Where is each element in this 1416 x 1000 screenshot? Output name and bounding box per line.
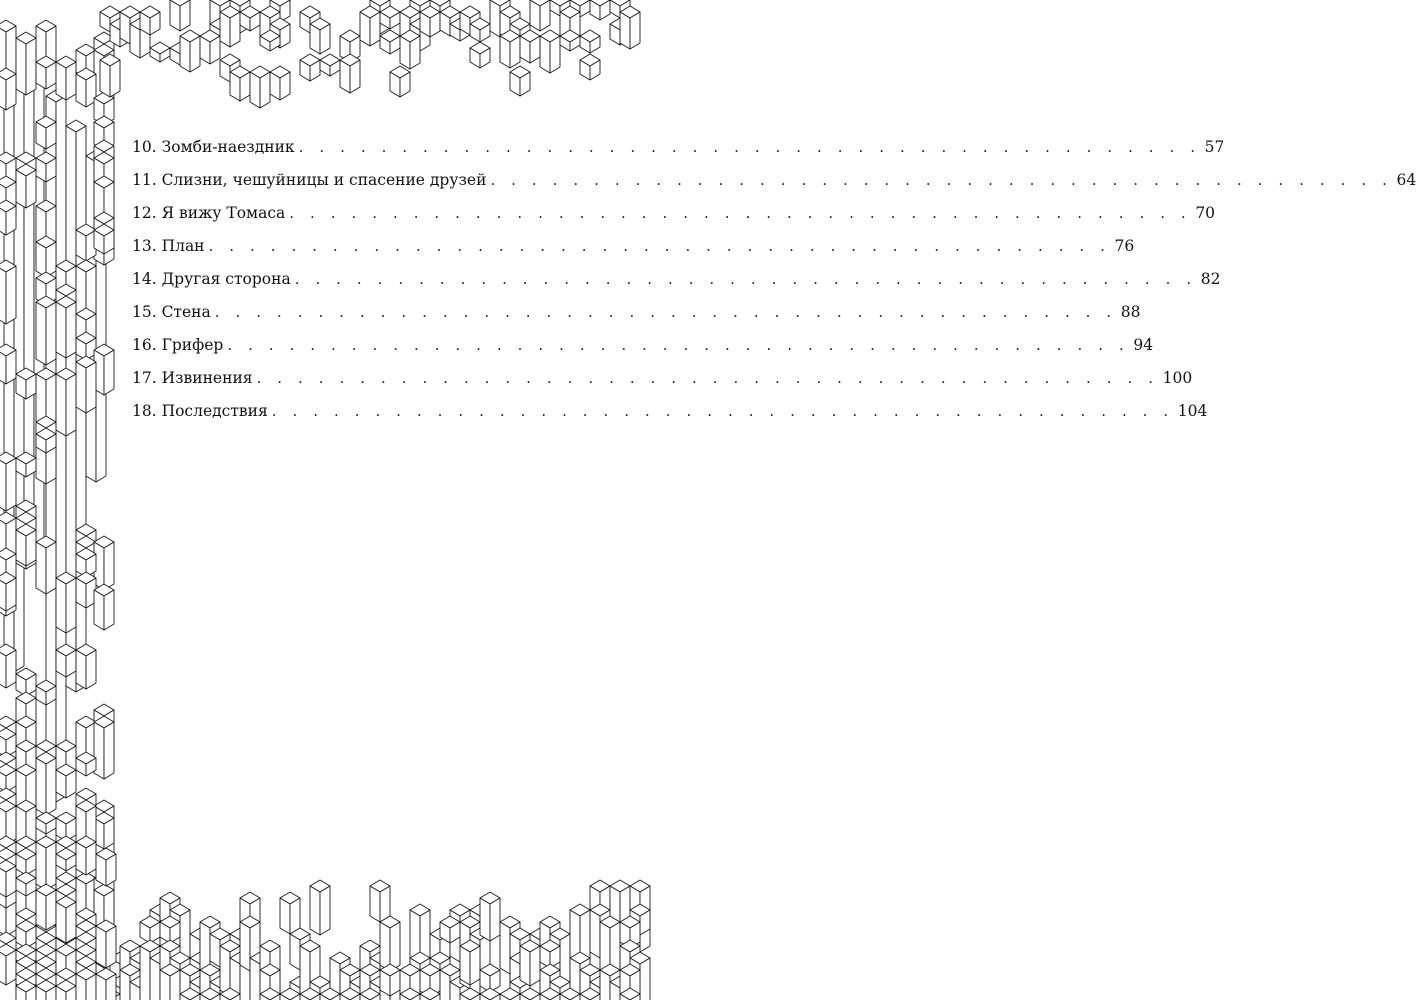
cube-shape [36, 236, 56, 277]
cube-shape [310, 18, 330, 54]
toc-entry[interactable] [132, 134, 1225, 167]
cube-shape [16, 524, 36, 566]
cube-shape [460, 940, 480, 985]
cube-shape [380, 916, 400, 971]
cube-shape [0, 452, 16, 511]
cube-shape [0, 644, 16, 688]
toc-entry-page: 57 [1204, 138, 1225, 156]
toc-leader-dots: . . . . . . . . . . . . . . . . . . . . . . . . . . . . . . . . . . . . . . . . . . . . [298, 138, 1201, 156]
cube-shape [16, 164, 36, 208]
toc-entry[interactable] [132, 299, 1141, 332]
table-of-contents [132, 134, 1416, 431]
toc-entry-page: 76 [1114, 237, 1135, 255]
toc-leader-dots: . . . . . . . . . . . . . . . . . . . . . . . . . . . . . . . . . . . . . . . . . . . . [289, 204, 1192, 222]
cube-shape [16, 848, 36, 875]
toc-entry-title: 15. Стена [132, 299, 215, 325]
cube-shape [94, 584, 114, 630]
toc-leader-dots: . . . . . . . . . . . . . . . . . . . . . . . . . . . . . . . . . . . . . . . . . . . . [271, 402, 1174, 420]
cube-shape [16, 32, 36, 95]
cube-shape [76, 836, 96, 875]
toc-entry-page: 94 [1133, 336, 1154, 354]
cube-shape [56, 368, 76, 436]
cube-shape [76, 356, 96, 413]
cube-shape [390, 66, 410, 97]
cube-shape [56, 896, 76, 943]
cube-shape [76, 572, 96, 608]
cube-shape [56, 56, 76, 100]
toc-entry-page: 82 [1200, 270, 1221, 288]
cube-shape [370, 880, 390, 922]
cube-shape [0, 260, 16, 324]
cube-shape [520, 30, 540, 63]
cube-shape [16, 452, 36, 477]
cube-shape [36, 752, 56, 815]
cube-shape [500, 30, 520, 68]
cube-shape [100, 54, 120, 97]
cube-shape [56, 572, 76, 633]
cube-shape [340, 54, 360, 93]
toc-entry-title: 17. Извинения [132, 365, 257, 391]
toc-entry-title: 10. Зомби-наездник [132, 134, 299, 160]
cube-shape [36, 884, 56, 930]
toc-leader-dots: . . . . . . . . . . . . . . . . . . . . . . . . . . . . . . . . . . . . . . . . . . . . [256, 369, 1159, 387]
cube-shape [620, 6, 640, 49]
cube-shape [36, 116, 56, 149]
toc-entry-title: 12. Я вижу Томаса [132, 200, 289, 226]
cube-shape [0, 764, 16, 792]
cube-shape [0, 728, 16, 757]
cube-shape [36, 56, 56, 89]
cube-shape [310, 880, 330, 935]
cube-shape [530, 0, 550, 31]
cube-shape [94, 344, 114, 395]
cube-shape [220, 6, 240, 47]
cube-shape [420, 6, 440, 37]
cube-shape [36, 680, 56, 705]
toc-entry[interactable] [132, 233, 1135, 266]
toc-entry-title: 11. Слизни, чешуйницы и спасение друзей [132, 167, 490, 193]
cube-shape [94, 536, 114, 590]
cube-shape [510, 66, 530, 96]
cube-shape [96, 848, 116, 886]
cube-shape [76, 644, 96, 689]
toc-entry-title: 14. Другая сторона [132, 266, 295, 292]
cube-shape [470, 42, 490, 68]
cube-shape [480, 892, 500, 941]
cube-shape [56, 644, 76, 677]
cube-shape [76, 968, 96, 1000]
toc-entry[interactable] [132, 266, 1221, 299]
toc-entry-page: 64 [1396, 171, 1416, 189]
cube-shape [360, 6, 380, 46]
cube-shape [0, 944, 16, 985]
cube-shape [160, 916, 180, 943]
cube-shape [160, 964, 180, 1000]
cube-shape [320, 54, 340, 76]
cube-shape [200, 30, 220, 64]
cube-shape [520, 940, 540, 986]
cube-shape [0, 68, 16, 110]
cube-shape [0, 860, 16, 897]
cube-shape [180, 30, 200, 72]
cube-shape [240, 6, 260, 31]
cube-shape [94, 224, 114, 254]
cube-shape [76, 68, 96, 107]
cube-shape [150, 42, 170, 62]
cube-shape [36, 836, 56, 890]
cube-shape [440, 916, 460, 943]
cube-shape [96, 920, 116, 968]
toc-entry-page: 70 [1195, 204, 1216, 222]
toc-entry[interactable] [132, 365, 1193, 398]
cube-shape [94, 812, 114, 849]
toc-leader-dots: . . . . . . . . . . . . . . . . . . . . . . . . . . . . . . . . . . . . . . . . . . . . [208, 237, 1111, 255]
cube-shape [36, 152, 56, 182]
cube-shape [36, 536, 56, 594]
toc-entry[interactable] [132, 332, 1154, 365]
cube-shape [36, 428, 56, 453]
cube-shape [56, 764, 76, 798]
cube-shape [96, 968, 116, 1000]
toc-leader-dots: . . . . . . . . . . . . . . . . . . . . . . . . . . . . . . . . . . . . . . . . . . . . [490, 171, 1393, 189]
toc-entry-title: 18. Последствия [132, 398, 272, 424]
toc-entry-page: 104 [1177, 402, 1208, 420]
cube-shape [400, 30, 420, 69]
cube-shape [36, 296, 56, 365]
cube-shape [250, 66, 270, 108]
toc-leader-dots: . . . . . . . . . . . . . . . . . . . . . . . . . . . . . . . . . . . . . . . . . . . . [294, 270, 1197, 288]
cube-shape [580, 30, 600, 53]
cube-shape [56, 296, 76, 358]
cube-shape [590, 0, 610, 20]
cube-shape [230, 66, 250, 101]
cube-shape [0, 344, 16, 384]
toc-leader-dots: . . . . . . . . . . . . . . . . . . . . . . . . . . . . . . . . . . . . . . . . . . . . [227, 336, 1130, 354]
cube-shape [280, 892, 300, 934]
toc-leader-dots: . . . . . . . . . . . . . . . . . . . . . . . . . . . . . . . . . . . . . . . . . . . . [214, 303, 1117, 321]
cube-shape [94, 716, 114, 779]
cube-shape [16, 368, 36, 399]
cube-shape [540, 30, 560, 73]
cube-shape [380, 30, 400, 54]
cube-shape [140, 6, 160, 35]
cube-shape [270, 66, 290, 100]
cube-shape [300, 54, 320, 81]
toc-entry-page: 88 [1120, 303, 1141, 321]
toc-entry[interactable] [132, 167, 1416, 200]
toc-entry-title: 16. Грифер [132, 332, 227, 358]
cube-shape [140, 916, 160, 943]
cube-shape [170, 0, 190, 31]
cube-shape [0, 200, 16, 235]
cube-shape [580, 54, 600, 80]
toc-entry-page: 100 [1162, 369, 1193, 387]
cube-shape [0, 572, 16, 611]
toc-entry[interactable] [132, 200, 1216, 233]
toc-entry-title: 13. План [132, 233, 209, 259]
cube-shape [380, 964, 400, 996]
toc-entry[interactable] [132, 398, 1208, 431]
cube-shape [76, 224, 96, 261]
